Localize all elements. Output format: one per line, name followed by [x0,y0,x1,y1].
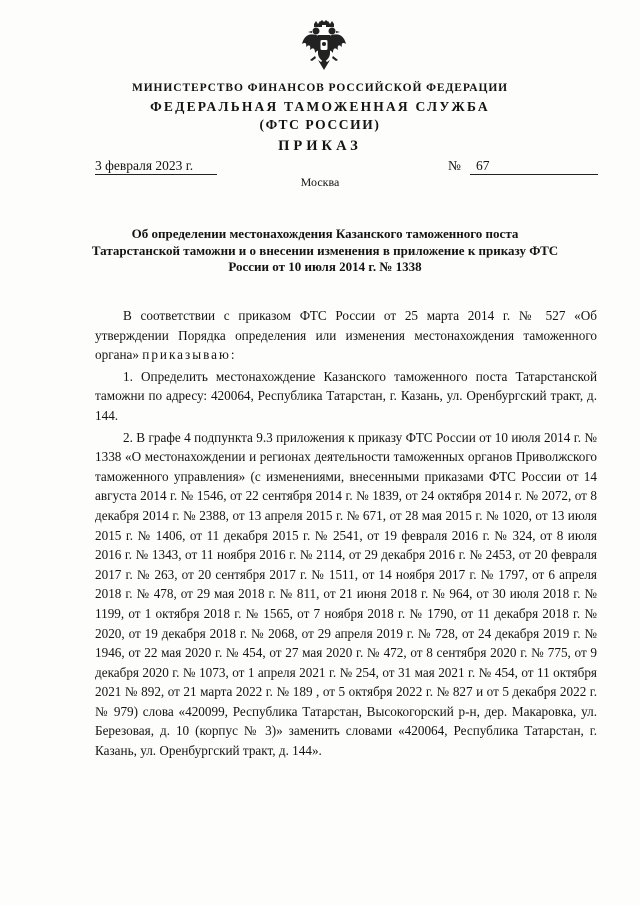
city: Москва [300,175,340,189]
intro-paragraph [95,306,597,365]
number-sign: № [448,158,461,173]
double-headed-eagle-emblem-icon [301,20,347,72]
service-abbreviation: (ФТС РОССИИ) [259,117,381,132]
intro-text: В соответствии с приказом ФТС России от 25 марта 2014 г. № 527 «Об утверждении Порядка определения или изменения местонахождения таможенного органа» [95,308,597,363]
document-type: ПРИКАЗ [278,138,362,154]
intro-verb: приказываю: [142,347,237,363]
service-name: ФЕДЕРАЛЬНАЯ ТАМОЖЕННАЯ СЛУЖБА [150,99,490,114]
item-2: 2. В графе 4 подпункта 9.3 приложения к приказу ФТС России от 10 июля 2014 г. № 1338 «О местонахождении и регионах деятельности таможенных органов Приволжского таможенного управления» (с изменениями, внесенными приказами ФТС России от 14 августа 2014 г. № 1546, от 22 сентября 2014 г. № 1839, от 24 октября 2014 г. № 2072, от 8 декабря 2014 г. № 2388, от 13 апреля 2015 г. № 671, от 28 мая 2015 г. № 1020, от 13 июля 2015 г. № 1406, от 11 декабря 2015 г. № 2541, от 19 февраля 2016 г. № 324, от 8 июля 2016 г. № 1343, от 11 ноября 2016 г. № 2114, от 29 декабря 2016 г. № 2453, от 20 февраля 2017 г. № 263, от 20 сентября 2017 г. № 1511, от 14 ноября 2017 г. № 1797, от 6 апреля 2018 г. № 478, от 29 мая 2018 г. № 811, от 21 июня 2018 г. № 964, от 30 июля 2018 г. № 1199, от 1 октября 2018 г. № 1565, от 7 ноября 2018 г. № 1790, от 11 декабря 2018 г. № 2020, от 19 декабря 2018 г. № 2068, от 29 апреля 2019 г. № 728, от 24 декабря 2019 г. № 1946, от 22 мая 2020 г. № 454, от 27 мая 2020 г. № 472, от 8 сентября 2020 г. № 775, от 9 декабря 2020 г. № 1073, от 1 апреля 2021 г. № 254, от 31 мая 2021 г. № 454, от 11 октября 2021 № 892, от 21 марта 2022 г. № 189 , от 5 октября 2022 г. № 827 и от 5 декабря 2022 г. № 979) слова «420099, Республика Татарстан, Высокогорский р-н, дер. Макаровка, ул. Березовая, д. 10 (корпус № 3)» заменить словами «420064, Республика Татарстан, г. Казань, ул. Оренбургский тракт, д. 144». [95,429,597,759]
order-date: 3 февраля 2023 г. [95,158,217,175]
order-number: 67 [470,158,598,175]
item-1: 1. Определить местонахождение Казанского таможенного поста Татарстанской таможни по адресу: 420064, Республика Татарстан, г. Казань, ул. Оренбургский тракт, д. 144. [95,368,597,423]
ministry-name: МИНИСТЕРСТВО ФИНАНСОВ РОССИЙСКОЙ ФЕДЕРАЦИИ [131,82,509,94]
order-title: Об определении местонахождения Казанского таможенного поста Татарстанской таможни и о внесении изменения в приложение к приказу ФТС России от 10 июля 2014 г. № 1338 [91,226,559,274]
order-body [95,306,597,761]
